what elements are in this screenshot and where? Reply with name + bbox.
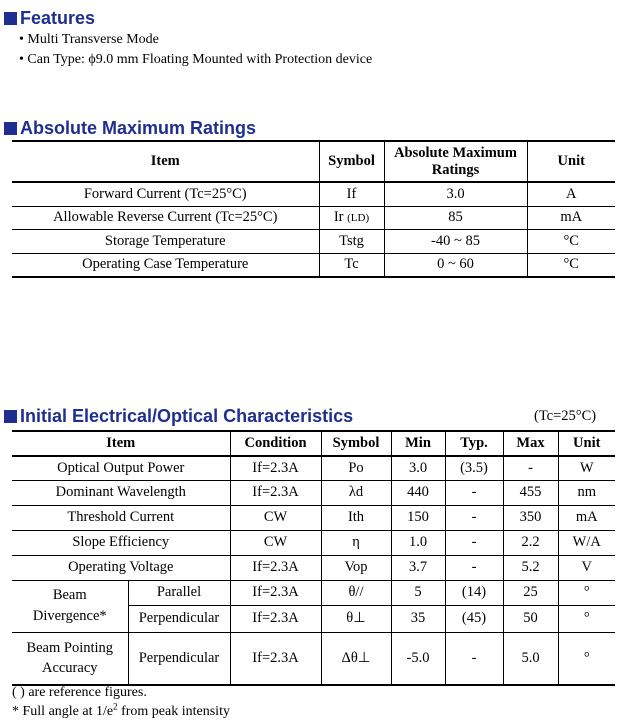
table-row bbox=[12, 505, 615, 530]
cell: 350 bbox=[503, 505, 558, 530]
square-bullet-icon bbox=[4, 122, 17, 135]
table-row bbox=[12, 480, 615, 505]
table-row bbox=[12, 229, 615, 253]
cell: Beam Pointing Accuracy bbox=[12, 632, 128, 685]
cell: - bbox=[445, 632, 503, 685]
cell: 5.2 bbox=[503, 555, 558, 580]
cell: (3.5) bbox=[445, 456, 503, 480]
cell: If=2.3A bbox=[230, 605, 321, 632]
amr-title: Absolute Maximum Ratings bbox=[4, 118, 256, 138]
cell: - bbox=[445, 530, 503, 555]
cell: 25 bbox=[503, 580, 558, 605]
cell: Operating Voltage bbox=[12, 555, 230, 580]
header-cell: Absolute Maximum Ratings bbox=[384, 141, 527, 182]
cell: 50 bbox=[503, 605, 558, 632]
header-cell: Max bbox=[503, 431, 558, 456]
cell: If=2.3A bbox=[230, 456, 321, 480]
cell: 455 bbox=[503, 480, 558, 505]
cell: 5.0 bbox=[503, 632, 558, 685]
header-cell: Typ. bbox=[445, 431, 503, 456]
table-header-row bbox=[12, 141, 615, 182]
cell: If=2.3A bbox=[230, 555, 321, 580]
cell: (45) bbox=[445, 605, 503, 632]
cell: 3.0 bbox=[391, 456, 445, 480]
cell: 5 bbox=[391, 580, 445, 605]
cell: CW bbox=[230, 505, 321, 530]
cell: Storage Temperature bbox=[12, 229, 319, 253]
feature-item: • Can Type: ϕ9.0 mm Floating Mounted with Protection device bbox=[19, 52, 373, 67]
header-cell: Item bbox=[12, 141, 319, 182]
cell: - bbox=[445, 555, 503, 580]
cell: If bbox=[319, 182, 384, 206]
ieoc-table bbox=[12, 430, 615, 686]
cell: Allowable Reverse Current (Tc=25°C) bbox=[12, 206, 319, 229]
cell: η bbox=[321, 530, 391, 555]
table-row bbox=[12, 253, 615, 277]
cell: W bbox=[558, 456, 615, 480]
square-bullet-icon bbox=[4, 12, 17, 25]
cell: Tstg bbox=[319, 229, 384, 253]
cell: A bbox=[527, 182, 615, 206]
cell: mA bbox=[558, 505, 615, 530]
cell: Δθ⊥ bbox=[321, 632, 391, 685]
cell: 3.0 bbox=[384, 182, 527, 206]
reference-note: ( ) are reference figures. bbox=[12, 685, 147, 700]
cell: ° bbox=[558, 605, 615, 632]
cell: If=2.3A bbox=[230, 480, 321, 505]
cell: If=2.3A bbox=[230, 632, 321, 685]
cell: 85 bbox=[384, 206, 527, 229]
cell: λd bbox=[321, 480, 391, 505]
cell: Dominant Wavelength bbox=[12, 480, 230, 505]
table-row bbox=[12, 206, 615, 229]
cell: - bbox=[445, 480, 503, 505]
cell: Parallel bbox=[128, 580, 230, 605]
cell: - bbox=[503, 456, 558, 480]
cell: - bbox=[445, 505, 503, 530]
cell: 1.0 bbox=[391, 530, 445, 555]
cell: 440 bbox=[391, 480, 445, 505]
cell: Forward Current (Tc=25°C) bbox=[12, 182, 319, 206]
cell: nm bbox=[558, 480, 615, 505]
ieoc-title: Initial Electrical/Optical Characteristics bbox=[4, 406, 353, 426]
cell: W/A bbox=[558, 530, 615, 555]
cell: 150 bbox=[391, 505, 445, 530]
cell: Slope Efficiency bbox=[12, 530, 230, 555]
cell: Threshold Current bbox=[12, 505, 230, 530]
cell: ° bbox=[558, 580, 615, 605]
cell: 0 ~ 60 bbox=[384, 253, 527, 277]
features-title: Features bbox=[4, 8, 95, 28]
cell: Po bbox=[321, 456, 391, 480]
cell: If=2.3A bbox=[230, 580, 321, 605]
cell: °C bbox=[527, 253, 615, 277]
cell: Ith bbox=[321, 505, 391, 530]
cell: Optical Output Power bbox=[12, 456, 230, 480]
cell: °C bbox=[527, 229, 615, 253]
angle-note: * Full angle at $1/e^2$ from peak intensity bbox=[12, 701, 230, 719]
feature-item: • Multi Transverse Mode bbox=[19, 32, 159, 47]
header-cell: Symbol bbox=[319, 141, 384, 182]
square-bullet-icon bbox=[4, 410, 17, 423]
cell: mA bbox=[527, 206, 615, 229]
subscript-note: (LD) bbox=[347, 212, 370, 224]
cell: -40 ~ 85 bbox=[384, 229, 527, 253]
condition-note: (Tc=25°C) bbox=[534, 408, 597, 424]
cell: Operating Case Temperature bbox=[12, 253, 319, 277]
cell: Perpendicular bbox=[128, 632, 230, 685]
amr-table bbox=[12, 140, 615, 278]
cell: (14) bbox=[445, 580, 503, 605]
table-row bbox=[12, 456, 615, 480]
cell: θ⊥ bbox=[321, 605, 391, 632]
cell: Perpendicular bbox=[128, 605, 230, 632]
header-cell: Condition bbox=[230, 431, 321, 456]
cell: 35 bbox=[391, 605, 445, 632]
cell: Beam Divergence* bbox=[12, 580, 128, 632]
table-row bbox=[12, 632, 615, 685]
header-cell: Item bbox=[12, 431, 230, 456]
cell: Ir (LD) bbox=[319, 206, 384, 229]
cell: ° bbox=[558, 632, 615, 685]
cell: 3.7 bbox=[391, 555, 445, 580]
table-row bbox=[12, 182, 615, 206]
cell: θ// bbox=[321, 580, 391, 605]
header-cell: Unit bbox=[527, 141, 615, 182]
cell: 2.2 bbox=[503, 530, 558, 555]
cell: -5.0 bbox=[391, 632, 445, 685]
header-cell: Min bbox=[391, 431, 445, 456]
cell: Tc bbox=[319, 253, 384, 277]
table-row bbox=[12, 530, 615, 555]
table-row bbox=[12, 555, 615, 580]
cell: Vop bbox=[321, 555, 391, 580]
header-cell: Unit bbox=[558, 431, 615, 456]
table-row bbox=[12, 580, 615, 605]
table-header-row bbox=[12, 431, 615, 456]
header-cell: Symbol bbox=[321, 431, 391, 456]
cell: CW bbox=[230, 530, 321, 555]
cell: V bbox=[558, 555, 615, 580]
